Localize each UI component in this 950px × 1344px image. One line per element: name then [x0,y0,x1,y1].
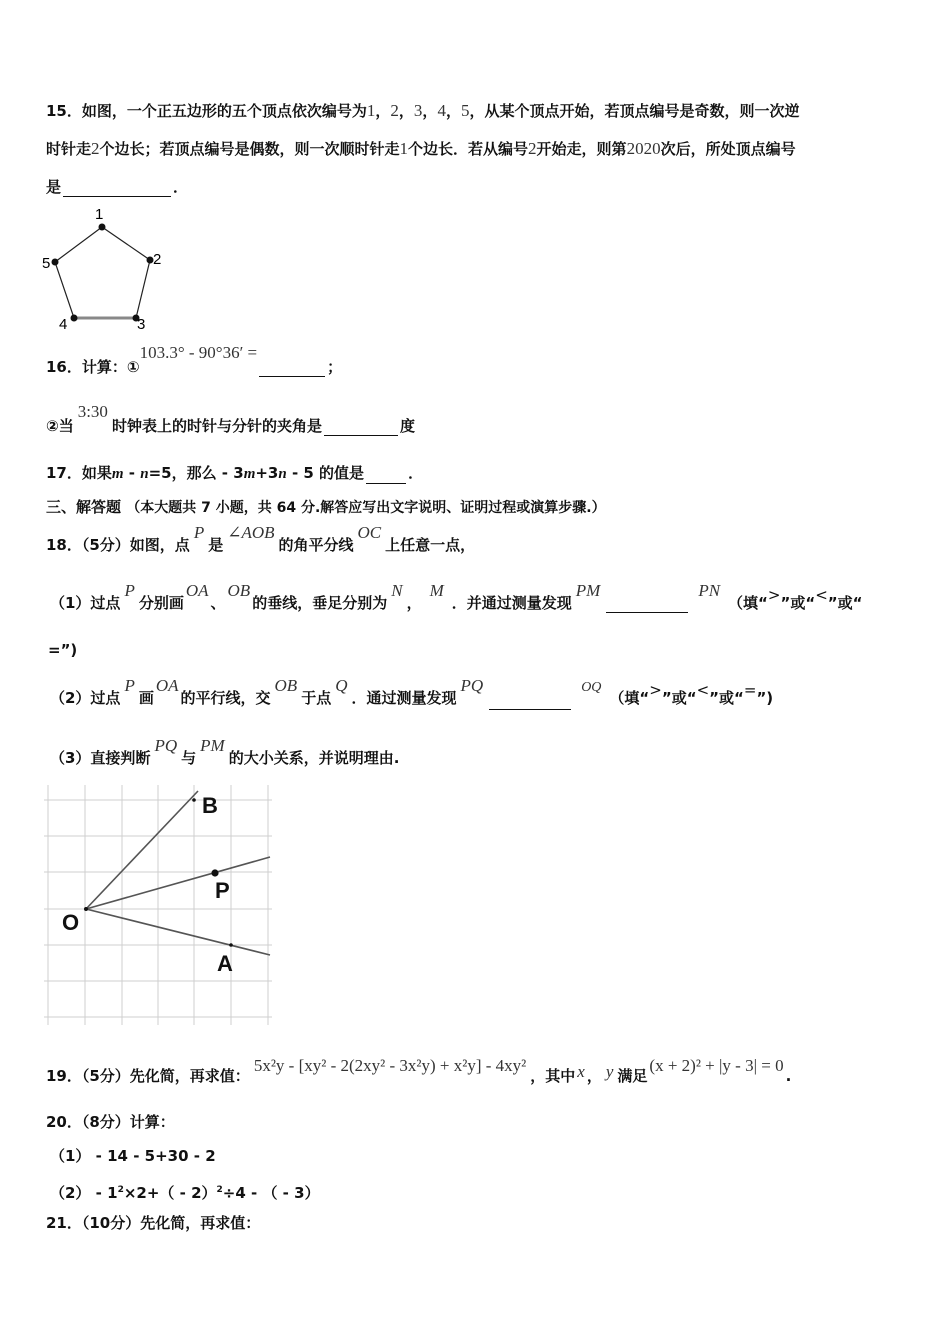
text: 个边长．若从编号 [408,140,529,158]
symbol-gt: > [767,586,781,604]
number: 2020 [626,139,661,158]
text: 的平行线，交 [180,689,271,707]
q17-line [46,463,423,484]
number: 2 [528,139,537,158]
text: 个边长；若顶点编号是偶数，则一次顺时针走 [99,140,400,158]
q18-intro [46,523,476,555]
var-n: n [140,466,149,482]
vertex-label-3: 3 [137,316,146,333]
text: ，从某个顶点开始，若顶点编号是奇数，则一次逆 [469,102,800,120]
text: 于点 [301,689,332,707]
section-header [46,497,606,518]
text: 分别画 [138,594,184,612]
text: ．通过测量发现 [351,689,457,707]
var-PN: PN [698,581,721,600]
var-m: m [111,466,124,482]
text: 开始走，则第 [536,140,627,158]
var-PQ: PQ [154,736,178,755]
text: 画 [138,689,154,707]
grid-lines [44,785,272,1025]
text: ”或“ [827,594,863,612]
text: ， [406,594,422,612]
text: 是 [208,536,224,554]
text: 满足 [617,1067,648,1085]
math-expression: ÷4 - （ - 3） [222,1184,320,1202]
var-x: x [577,1062,585,1081]
text: - 5 的值是 [286,464,365,482]
text: ． [408,464,424,482]
text: 的大小关系，并说明理由. [228,749,400,767]
label-A: A [217,951,233,976]
part-label: （1） [50,1147,91,1165]
text: 时针走 [46,140,92,158]
q18-part3 [50,736,400,768]
text: 的垂线，垂足分别为 [252,594,388,612]
q21-title [46,1213,260,1233]
var-OQ: OQ [581,680,602,695]
vertex-label: 2 [390,101,399,120]
answer-blank[interactable] [489,693,571,710]
section-note: （本大题共 7 小题，共 64 分.解答应写出文字说明、证明过程或演算步骤.） [126,500,606,516]
ray-OB [86,791,198,909]
var-PM: PM [200,736,225,755]
vertex-label: 5 [460,101,470,120]
var-m: m [243,466,256,482]
var-Q: Q [335,676,348,695]
var-OC: OC [357,523,382,542]
var-OA: OA [185,581,209,600]
var-M: M [429,581,444,600]
text: 19．（5分）先化简，再求值： [46,1067,250,1085]
text: 17．如果 [46,464,112,482]
text: +3 [255,464,279,482]
ray-OC [86,857,270,909]
text: （2）过点 [50,689,121,707]
q16-line2 [46,402,415,436]
answer-blank[interactable] [606,596,688,613]
var-N: N [391,581,403,600]
text: ”或“ [780,594,816,612]
exponent: 2 [216,1185,223,1195]
text: 上任意一点， [385,536,476,554]
symbol-lt: < [815,586,828,604]
pentagon-figure [40,200,180,335]
q18-part1 [50,581,863,613]
q15-line1: 15．如图，一个正五边形的五个顶点依次编号为1，2，3，4，5，从某个顶点开始，若顶点编号是奇数，则一次逆 [46,101,800,120]
question-number: 15． [46,102,82,120]
text: ”) [756,689,774,707]
text: 时钟表上的时针与分针的夹角是 [111,417,322,435]
text: =5，那么 - 3 [148,464,244,482]
vertex-label-2: 2 [153,251,162,268]
var-PQ: PQ [460,676,484,695]
vertex-label-1: 1 [95,206,104,223]
text: =”) [48,641,78,659]
text: 度 [399,417,415,435]
text: 次后，所处顶点编号 [660,140,796,158]
var-n: n [278,466,287,482]
text: 与 [181,749,197,767]
math-expression: 5x²y - [xy² - 2(2xy² - 3x²y) + x²y] - 4xy² [253,1056,527,1075]
text: （3）直接判断 [50,749,151,767]
text: . [785,1067,792,1085]
vertex-label: 1 [366,101,376,120]
text: ， [586,1067,602,1085]
text: 、 [210,594,226,612]
q15-line3 [46,177,188,197]
time-value: 3:30 [77,402,108,421]
math-expression: 103.3° - 90°36′ = [139,343,258,362]
text: 如图，一个正五边形的五个顶点依次编号为 [81,102,367,120]
text: ．并通过测量发现 [451,594,572,612]
var-P: P [124,676,135,695]
var-OB: OB [274,676,298,695]
angle-grid-figure [40,785,280,1030]
question-title: 20．（8分）计算： [46,1113,175,1131]
condition-expression: (x + 2)² + |y - 3| = 0 [649,1056,784,1075]
text: 18．（5分）如图，点 [46,536,190,554]
vertex-label: 4 [437,101,446,120]
text: ． [173,178,189,196]
var-y: y [605,1062,614,1081]
answer-blank[interactable] [324,419,398,436]
var-OB: OB [227,581,251,600]
answer-blank[interactable] [366,467,406,484]
q18-part1-cont [48,640,77,660]
question-number: 16．计算：① [46,358,140,376]
var-OA: OA [155,676,179,695]
number: 1 [399,139,409,158]
text: - [123,464,141,482]
answer-blank[interactable] [63,180,171,197]
symbol-gt: > [649,681,662,699]
text: ； [327,358,343,376]
q16-line1 [46,343,343,377]
text: ，其中 [530,1067,576,1085]
vertex-label: 3 [413,101,423,120]
text: （填“ [728,594,768,612]
symbol-eq: = [743,681,757,699]
label-O: O [62,910,80,935]
var-P: P [193,523,205,542]
q20-part1 [50,1146,216,1166]
answer-blank[interactable] [259,360,325,377]
text: 的角平分线 [278,536,354,554]
text: ②当 [46,417,74,435]
text: ”或“ [661,689,697,707]
math-expression: - 1 [95,1184,118,1202]
label-P: P [215,878,230,903]
math-expression: - 14 - 5+30 - 2 [95,1147,216,1165]
vertex-label-5: 5 [42,255,51,272]
angle-AOB: ∠AOB [227,523,275,542]
math-expression: ×2+（ - 2） [123,1184,217,1202]
label-B: B [202,793,218,818]
text: ”或“ [709,689,744,707]
q20-title [46,1112,175,1132]
text: （1）过点 [50,594,121,612]
var-PM: PM [575,581,601,600]
symbol-lt: < [696,681,710,699]
part-label: （2） [50,1184,91,1202]
var-P: P [124,581,135,600]
section-title: 三、解答题 [46,498,122,516]
q20-part2 [50,1180,320,1203]
q19-line [46,1056,792,1086]
text: 是 [46,178,62,196]
q15-line2 [46,139,796,159]
exponent: 2 [117,1185,124,1195]
q18-part2 [50,676,774,710]
number: 2 [91,139,100,158]
ray-OA [86,909,270,955]
text: （填“ [609,689,650,707]
vertex-label-4: 4 [59,316,68,333]
question-title: 21．（10分）先化简，再求值： [46,1214,261,1232]
